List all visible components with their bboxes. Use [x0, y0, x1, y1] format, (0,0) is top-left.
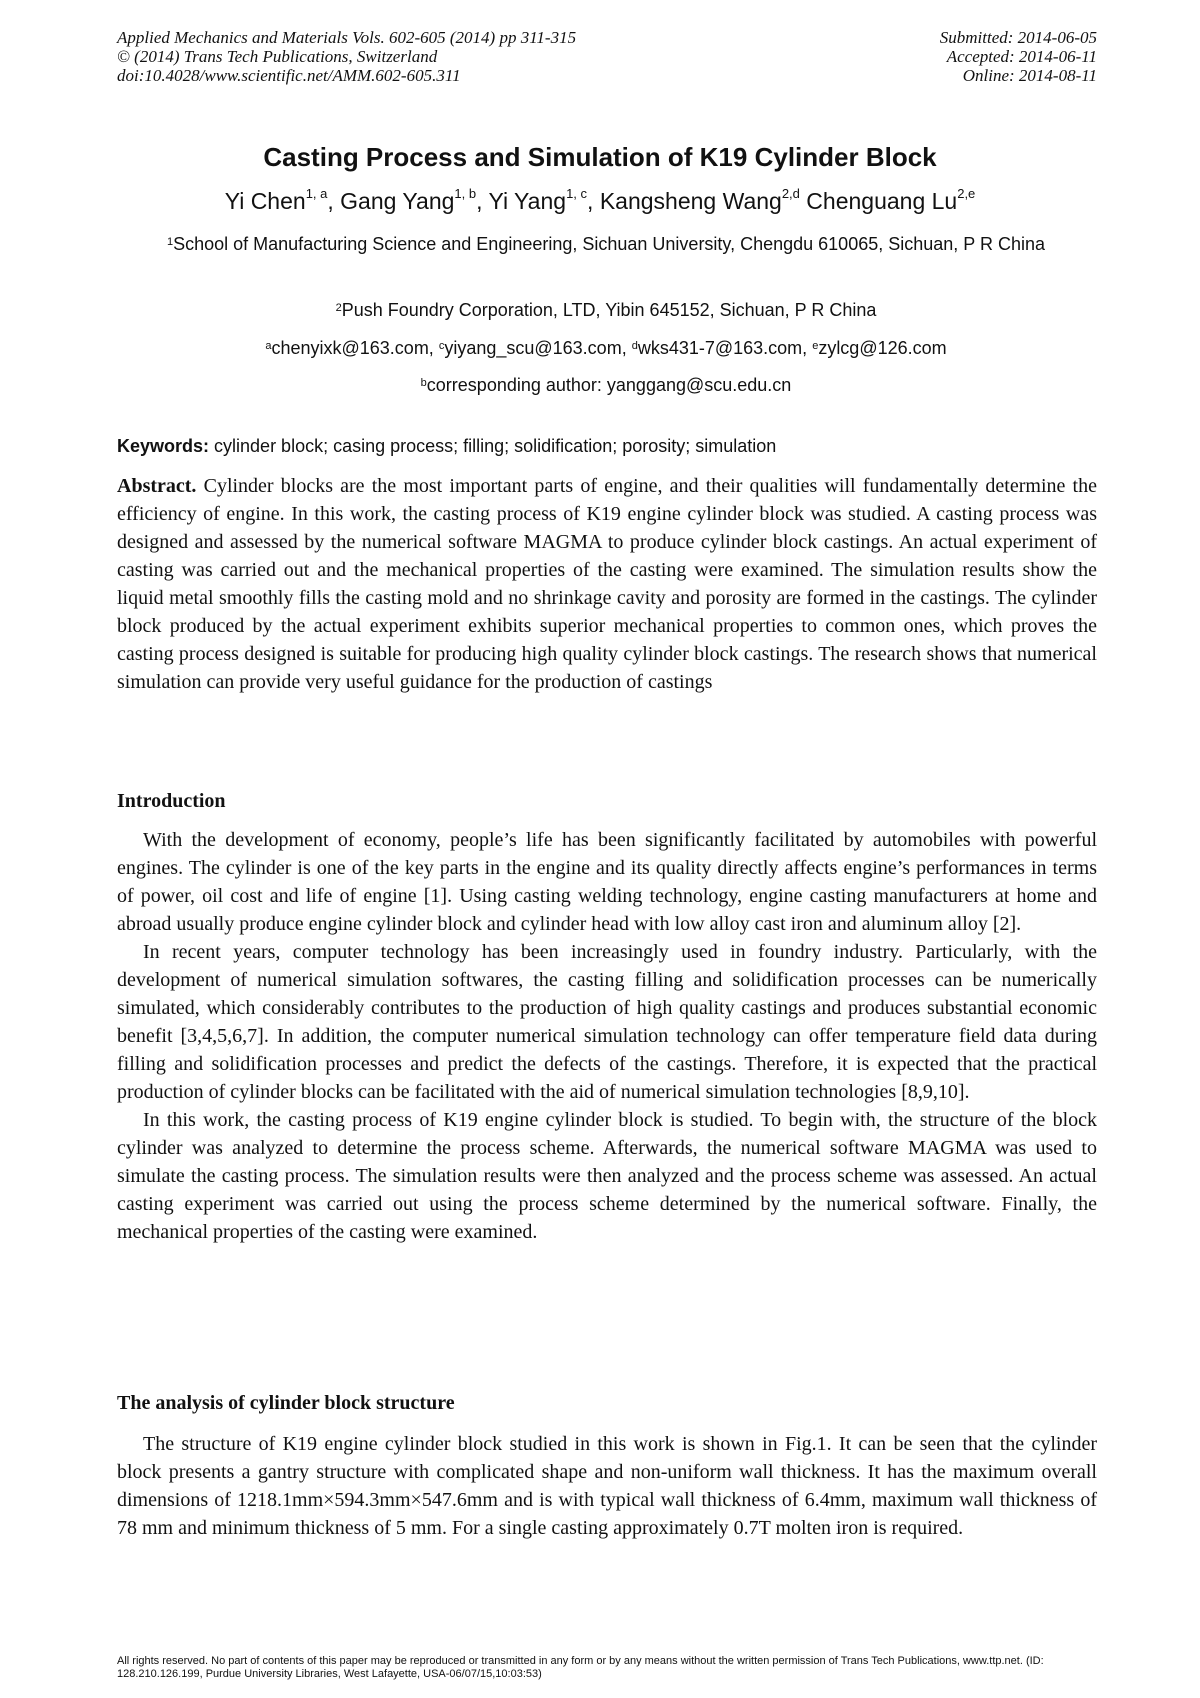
corr-mark: b — [420, 377, 427, 389]
email-mark: d — [631, 340, 638, 352]
submitted-date: Submitted: 2014-06-05 — [939, 28, 1097, 47]
affiliation-1 — [117, 232, 1095, 256]
email-address: zylcg@126.com — [818, 338, 947, 358]
keywords-label: Keywords: — [117, 436, 210, 456]
accepted-date: Accepted: 2014-06-11 — [946, 47, 1097, 66]
email-address: wks431-7@163.com, — [637, 338, 813, 358]
doi-line: doi:10.4028/www.scientific.net/AMM.602-605.311 — [117, 66, 461, 85]
copyright-line: © (2014) Trans Tech Publications, Switzerland — [117, 47, 438, 66]
affiliation-text: Push Foundry Corporation, LTD, Yibin 645152, Sichuan, P R China — [341, 300, 877, 320]
dates-header — [940, 28, 1097, 85]
corresponding-author — [117, 373, 1095, 397]
author-name: Yi Yang — [488, 188, 567, 214]
paragraph: In this work, the casting process of K19 engine cylinder block is studied. To begin with, the structure of the block cylinder was analyzed to determine the process scheme. Afterwards, the numerical software MAGMA was used to simulate the casting process. The simulation results were then analyzed and the process scheme was assessed. An actual casting experiment was carried out using the process scheme determined by the numerical software. Finally, the mechanical properties of the casting were examined. — [117, 1109, 1097, 1243]
abstract-text: Cylinder blocks are the most important parts of engine, and their qualities will fundamentally determine the efficiency of engine. In this work, the casting process of K19 engine cylinder block was studied. A casting process was designed and assessed by the numerical software MAGMA to produce cylinder block castings. An actual experiment of casting was carried out and the mechanical properties of the casting were examined. The simulation results show the liquid metal smoothly fills the casting mold and no shrinkage cavity and porosity are formed in the castings. The cylinder block produced by the actual experiment exhibits superior mechanical properties to common ones, which proves the casting process designed is suitable for producing high quality cylinder block castings. The research shows that numerical simulation can provide very useful guidance for the production of castings — [117, 475, 1097, 693]
email-mark: a — [265, 340, 272, 352]
author-name: Gang Yang — [340, 188, 455, 214]
section-heading-structure: The analysis of cylinder block structure — [117, 1392, 455, 1414]
author-name: Yi Chen — [224, 188, 306, 214]
author-affil-mark: 1, a — [305, 186, 328, 201]
author-name: Kangsheng Wang — [599, 188, 782, 214]
email-address: chenyixk@163.com, — [271, 338, 434, 358]
keywords-line — [117, 436, 1097, 457]
keywords-text: cylinder block; casing process; filling; solidification; porosity; simulation — [209, 436, 777, 456]
author-separator: , — [476, 188, 489, 214]
author-affil-mark: 2,e — [957, 186, 976, 201]
author-list — [0, 188, 1200, 215]
author-affil-mark: 1, b — [454, 186, 477, 201]
email-address: yiyang_scu@163.com, — [444, 338, 632, 358]
paper-title: Casting Process and Simulation of K19 Cylinder Block — [263, 142, 937, 172]
journal-header — [117, 28, 576, 85]
affiliation-mark: 1 — [166, 236, 174, 248]
email-mark: c — [438, 340, 445, 352]
online-date: Online: 2014-08-11 — [962, 66, 1097, 85]
corr-text: corresponding author: yanggang@scu.edu.cn — [426, 375, 792, 395]
structure-paragraph: The structure of K19 engine cylinder block studied in this work is shown in Fig.1. It can be seen that the cylinder block presents a gantry structure with complicated shape and non-uniform wall thickness. It has the maximum overall dimensions of 1218.1mm×594.3mm×547.6mm and is with typical wall thickness of 6.4mm, maximum wall thickness of 78 mm and minimum thickness of 5 mm. For a single casting approximately 0.7T molten iron is required. — [117, 1433, 1097, 1539]
author-name: Chenguang Lu — [806, 188, 958, 214]
paragraph: In recent years, computer technology has been increasingly used in foundry industry. Particularly, with the development of numerical simulation softwares, the casting filling and solidification processes can be numerically simulated, which considerably contributes to the production of high quality castings and produces substantial economic benefit [3,4,5,6,7]. In addition, the computer numerical simulation technology can offer temperature field data during filling and solidification processes and predict the defects of the castings. Therefore, it is expected that the practical production of cylinder blocks can be facilitated with the aid of numerical simulation technologies [8,9,10]. — [117, 941, 1097, 1103]
section-heading-introduction: Introduction — [117, 790, 226, 812]
affiliation-mark: 2 — [335, 302, 342, 314]
email-list — [117, 336, 1095, 360]
author-separator: , — [587, 188, 600, 214]
introduction-body — [117, 826, 1097, 1246]
abstract-label: Abstract. — [117, 475, 197, 497]
paragraph: With the development of economy, people’s life has been significantly facilitated by automobiles with powerful engines. The cylinder is one of the key parts in the engine and its quality directly affects engine’s performances in terms of power, oil cost and life of engine [1]. Using casting welding technology, engine casting manufacturers at home and abroad usually produce engine cylinder block and cylinder head with low alloy cast iron and aluminum alloy [2]. — [117, 829, 1097, 935]
abstract — [117, 472, 1097, 696]
rights-footer: All rights reserved. No part of contents of this paper may be reproduced or transmitted in any form or by any means without the written permission of Trans Tech Publications, www.ttp.net. (ID: 128.210.126.199, Purdue University Libraries, West Lafayette, USA-06/07/15,10:03:53) — [117, 1655, 1044, 1680]
affiliation-text: School of Manufacturing Science and Engineering, Sichuan University, Chengdu 610065, Sichuan, P R China — [173, 234, 1045, 254]
author-affil-mark: 1, c — [566, 186, 588, 201]
email-mark: e — [812, 340, 819, 352]
affiliation-2 — [117, 298, 1095, 322]
author-separator: , — [327, 188, 341, 214]
author-affil-mark: 2,d — [781, 186, 800, 201]
journal-citation: Applied Mechanics and Materials Vols. 602-605 (2014) pp 311-315 — [117, 28, 577, 47]
